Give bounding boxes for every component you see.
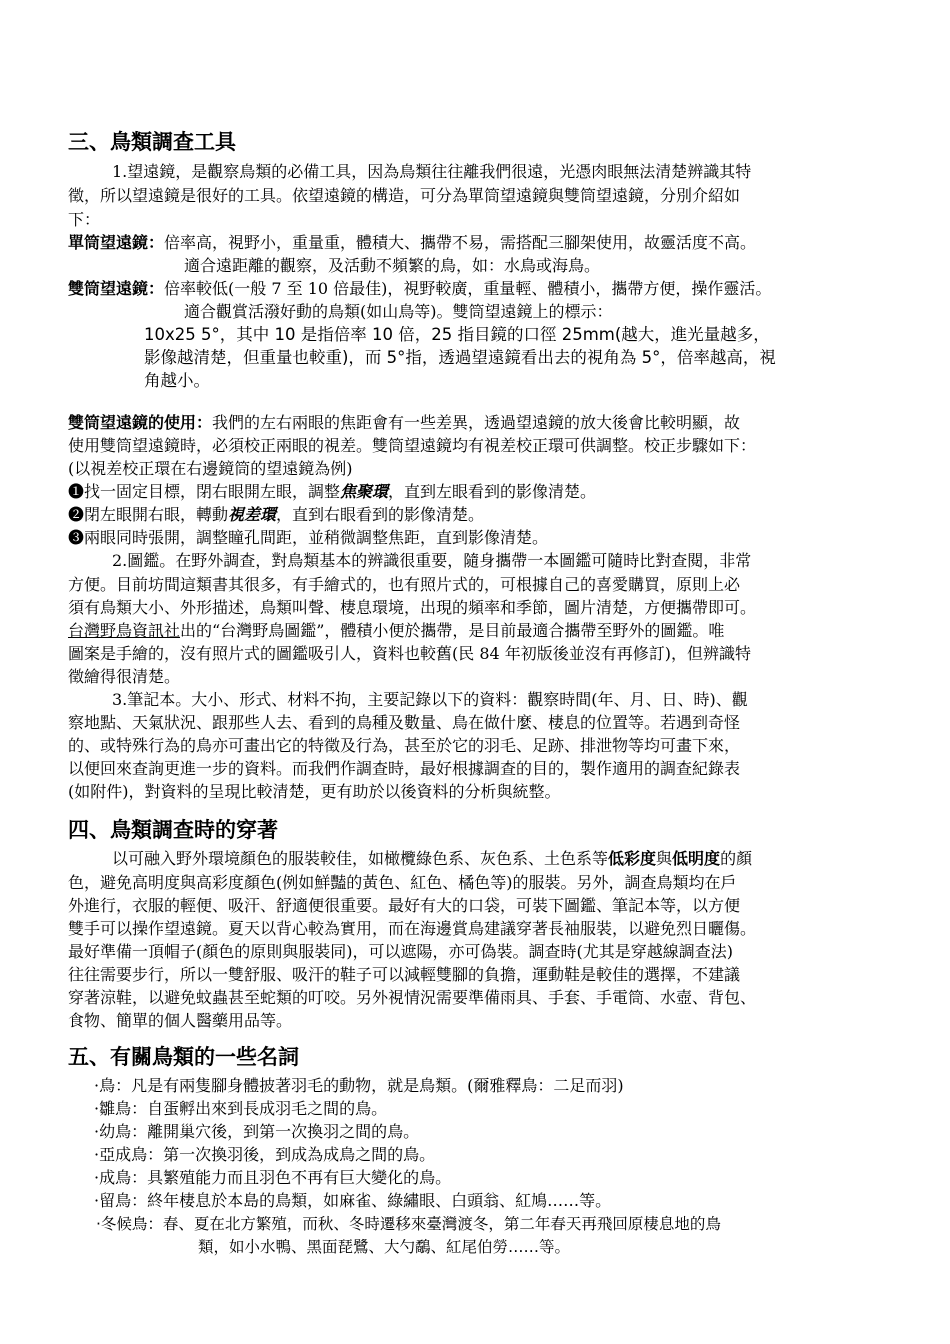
paragraph-text: 的顏 <box>720 849 753 868</box>
mono-telescope-entry <box>68 232 756 254</box>
bino-use-desc: 我們的左右兩眼的焦距會有一些差異，透過望遠鏡的放大後會比較明顯，故 <box>212 413 741 432</box>
paragraph-text: 出的“台灣野鳥圖鑑”，體積小便於攜帶，是目前最適合攜帶至野外的圖鑑。唯 <box>180 621 725 640</box>
paragraph-line: 察地點、天氣狀況、跟那些人去、看到的鳥種及數量、鳥在做什麼、棲息的位置等。若遇到奇怪 <box>68 713 741 732</box>
term-item: ·成鳥：具繁殖能力而且羽色不再有巨大變化的鳥。 <box>94 1168 452 1187</box>
bino-telescope-term: 雙筒望遠鏡： <box>68 279 165 298</box>
step-2-text: ❷閉左眼開右眼，轉動 <box>68 505 229 524</box>
publisher-name: 台灣野鳥資訊社 <box>68 621 181 640</box>
emphasis-low-saturation: 低彩度 <box>608 849 657 868</box>
mono-telescope-term: 單筒望遠鏡： <box>68 233 165 252</box>
term-item: ·留鳥：終年棲息於本島的鳥類，如麻雀、綠繡眼、白頭翁、紅鳩……等。 <box>94 1191 612 1210</box>
paragraph-text: 以可融入野外環境顏色的服裝較佳，如橄欖綠色系、灰色系、土色系等 <box>112 849 609 868</box>
paragraph-line: 方便。目前坊間這類書其很多，有手繪式的，也有照片式的，可根據自己的喜愛購買，原則上必 <box>68 575 741 594</box>
emphasis-low-brightness: 低明度 <box>672 849 721 868</box>
step-1-text-end: ，直到左眼看到的影像清楚。 <box>388 482 597 501</box>
mono-telescope-desc: 倍率高，視野小，重量重，體積大、攜帶不易，需搭配三腳架使用，故靈活度不高。 <box>164 233 757 252</box>
term-item: ·雛鳥：自蛋孵出來到長成羽毛之間的鳥。 <box>94 1099 388 1118</box>
paragraph-line: 食物、簡單的個人醫藥用品等。 <box>68 1011 293 1030</box>
paragraph-line: 下： <box>68 210 101 229</box>
paragraph-line: 圖案是手繪的，沒有照片式的圖鑑吸引人，資料也較舊(民 84 年初版後並沒有再修訂)，但辨識特 <box>68 644 752 663</box>
paragraph-line: (以視差校正環在右邊鏡筒的望遠鏡為例) <box>68 459 353 478</box>
paragraph-line: 1.望遠鏡，是觀察鳥類的必備工具，因為鳥類往往離我們很遠，光憑肉眼無法清楚辨識其特 <box>112 162 752 181</box>
term-item: ·鳥：凡是有兩隻腳身體披著羽毛的動物，就是鳥類。(爾雅釋鳥：二足而羽) <box>94 1076 624 1095</box>
paragraph-line: 須有鳥類大小、外形描述，鳥類叫聲、棲息環境，出現的頻率和季節，圖片清楚，方便攜帶即可。 <box>68 598 757 617</box>
paragraph-line: 的、或特殊行為的鳥亦可畫出它的特徵及行為，甚至於它的羽毛、足跡、排泄物等均可畫下來， <box>68 736 741 755</box>
bino-telescope-desc: 倍率較低(一般 7 至 10 倍最佳)，視野較廣，重量輕、體積小，攜帶方便，操作靈活。 <box>164 279 772 298</box>
step-1-text: ❶找一固定目標，閉右眼開左眼，調整 <box>68 482 341 501</box>
paragraph-line: (如附件)，對資料的呈現比較清楚，更有助於以後資料的分析與統整。 <box>68 782 561 801</box>
marking-line: 10x25 5°，其中 10 是指倍率 10 倍，25 指目鏡的口徑 25mm(越大，進光量越多， <box>144 325 770 344</box>
paragraph-line: 色，避免高明度與高彩度顏色(例如鮮豔的黃色、紅色、橘色等)的服裝。另外，調查鳥類均在戶 <box>68 873 737 892</box>
paragraph-line: 雙手可以操作望遠鏡。夏天以背心較為實用，而在海邊賞鳥建議穿著長袖服裝，以避免烈日曬傷。 <box>68 919 757 938</box>
bino-use-entry <box>68 412 740 434</box>
paragraph-line <box>112 848 752 870</box>
step-2 <box>68 504 484 526</box>
section-3-heading: 三、鳥類調查工具 <box>68 130 236 154</box>
paragraph-line: 徵繪得很清楚。 <box>68 667 181 686</box>
bino-use-term: 雙筒望遠鏡的使用： <box>68 413 213 432</box>
marking-line: 影像越清楚，但重量也較重)，而 5°指，透過望遠鏡看出去的視角為 5°，倍率越高，視 <box>144 348 776 367</box>
paragraph-line: 適合遠距離的觀察，及活動不頻繁的鳥，如：水鳥或海鳥。 <box>184 256 601 275</box>
section-5-heading: 五、有關鳥類的一些名詞 <box>68 1045 299 1069</box>
term-item: 類，如小水鴨、黑面琵鷺、大勺鷸、紅尾伯勞……等。 <box>198 1238 571 1256</box>
term-item: ·亞成鳥：第一次換羽後，到成為成鳥之間的鳥。 <box>94 1145 436 1164</box>
paragraph-line: 徵，所以望遠鏡是很好的工具。依望遠鏡的構造，可分為單筒望遠鏡與雙筒望遠鏡，分別介紹如 <box>68 186 741 205</box>
paragraph-line: 2.圖鑑。在野外調查，對鳥類基本的辨識很重要，隨身攜帶一本圖鑑可隨時比對查閱，非常 <box>112 551 752 570</box>
bino-telescope-entry <box>68 278 771 300</box>
marking-line: 角越小。 <box>144 371 210 390</box>
section-4-heading: 四、鳥類調查時的穿著 <box>68 818 278 842</box>
step-1 <box>68 481 596 503</box>
paragraph-line: 往往需要步行，所以一雙舒服、吸汗的鞋子可以減輕雙腳的負擔，運動鞋是較佳的選擇，不建議 <box>68 965 741 984</box>
paragraph-line: 以便回來查詢更進一步的資料。而我們作調查時，最好根據調查的目的，製作適用的調查紀錄表 <box>68 759 741 778</box>
step-2-text-end: ，直到右眼看到的影像清楚。 <box>276 505 485 524</box>
step-1-keyword: 焦聚環 <box>340 482 389 501</box>
paragraph-line <box>68 620 724 642</box>
step-2-keyword: 視差環 <box>228 505 277 524</box>
paragraph-line: 3.筆記本。大小、形式、材料不拘，主要記錄以下的資料：觀察時間(年、月、日、時)、觀 <box>112 690 748 709</box>
term-item: ·冬候鳥：春、夏在北方繁殖，而秋、冬時遷移來臺灣渡冬，第二年春天再飛回原棲息地的鳥 <box>96 1215 721 1233</box>
paragraph-line: 適合觀賞活潑好動的鳥類(如山鳥等)。雙筒望遠鏡上的標示： <box>184 302 613 321</box>
step-3: ❸兩眼同時張開，調整瞳孔間距，並稍微調整焦距，直到影像清楚。 <box>68 528 549 547</box>
paragraph-text: 與 <box>656 849 673 868</box>
paragraph-line: 最好準備一頂帽子(顏色的原則與服裝同)，可以遮陽，亦可偽裝。調查時(尤其是穿越線調查法) <box>68 942 733 961</box>
paragraph-line: 使用雙筒望遠鏡時，必須校正兩眼的視差。雙筒望遠鏡均有視差校正環可供調整。校正步驟如下： <box>68 436 757 455</box>
term-item: ·幼鳥：離開巢穴後，到第一次換羽之間的鳥。 <box>94 1122 420 1141</box>
paragraph-line: 外進行，衣服的輕便、吸汗、舒適便很重要。最好有大的口袋，可裝下圖鑑、筆記本等，以方便 <box>68 896 741 915</box>
paragraph-line: 穿著涼鞋，以避免蚊蟲甚至蛇類的叮咬。另外視情況需要準備雨具、手套、手電筒、水壺、背包、 <box>68 988 757 1007</box>
